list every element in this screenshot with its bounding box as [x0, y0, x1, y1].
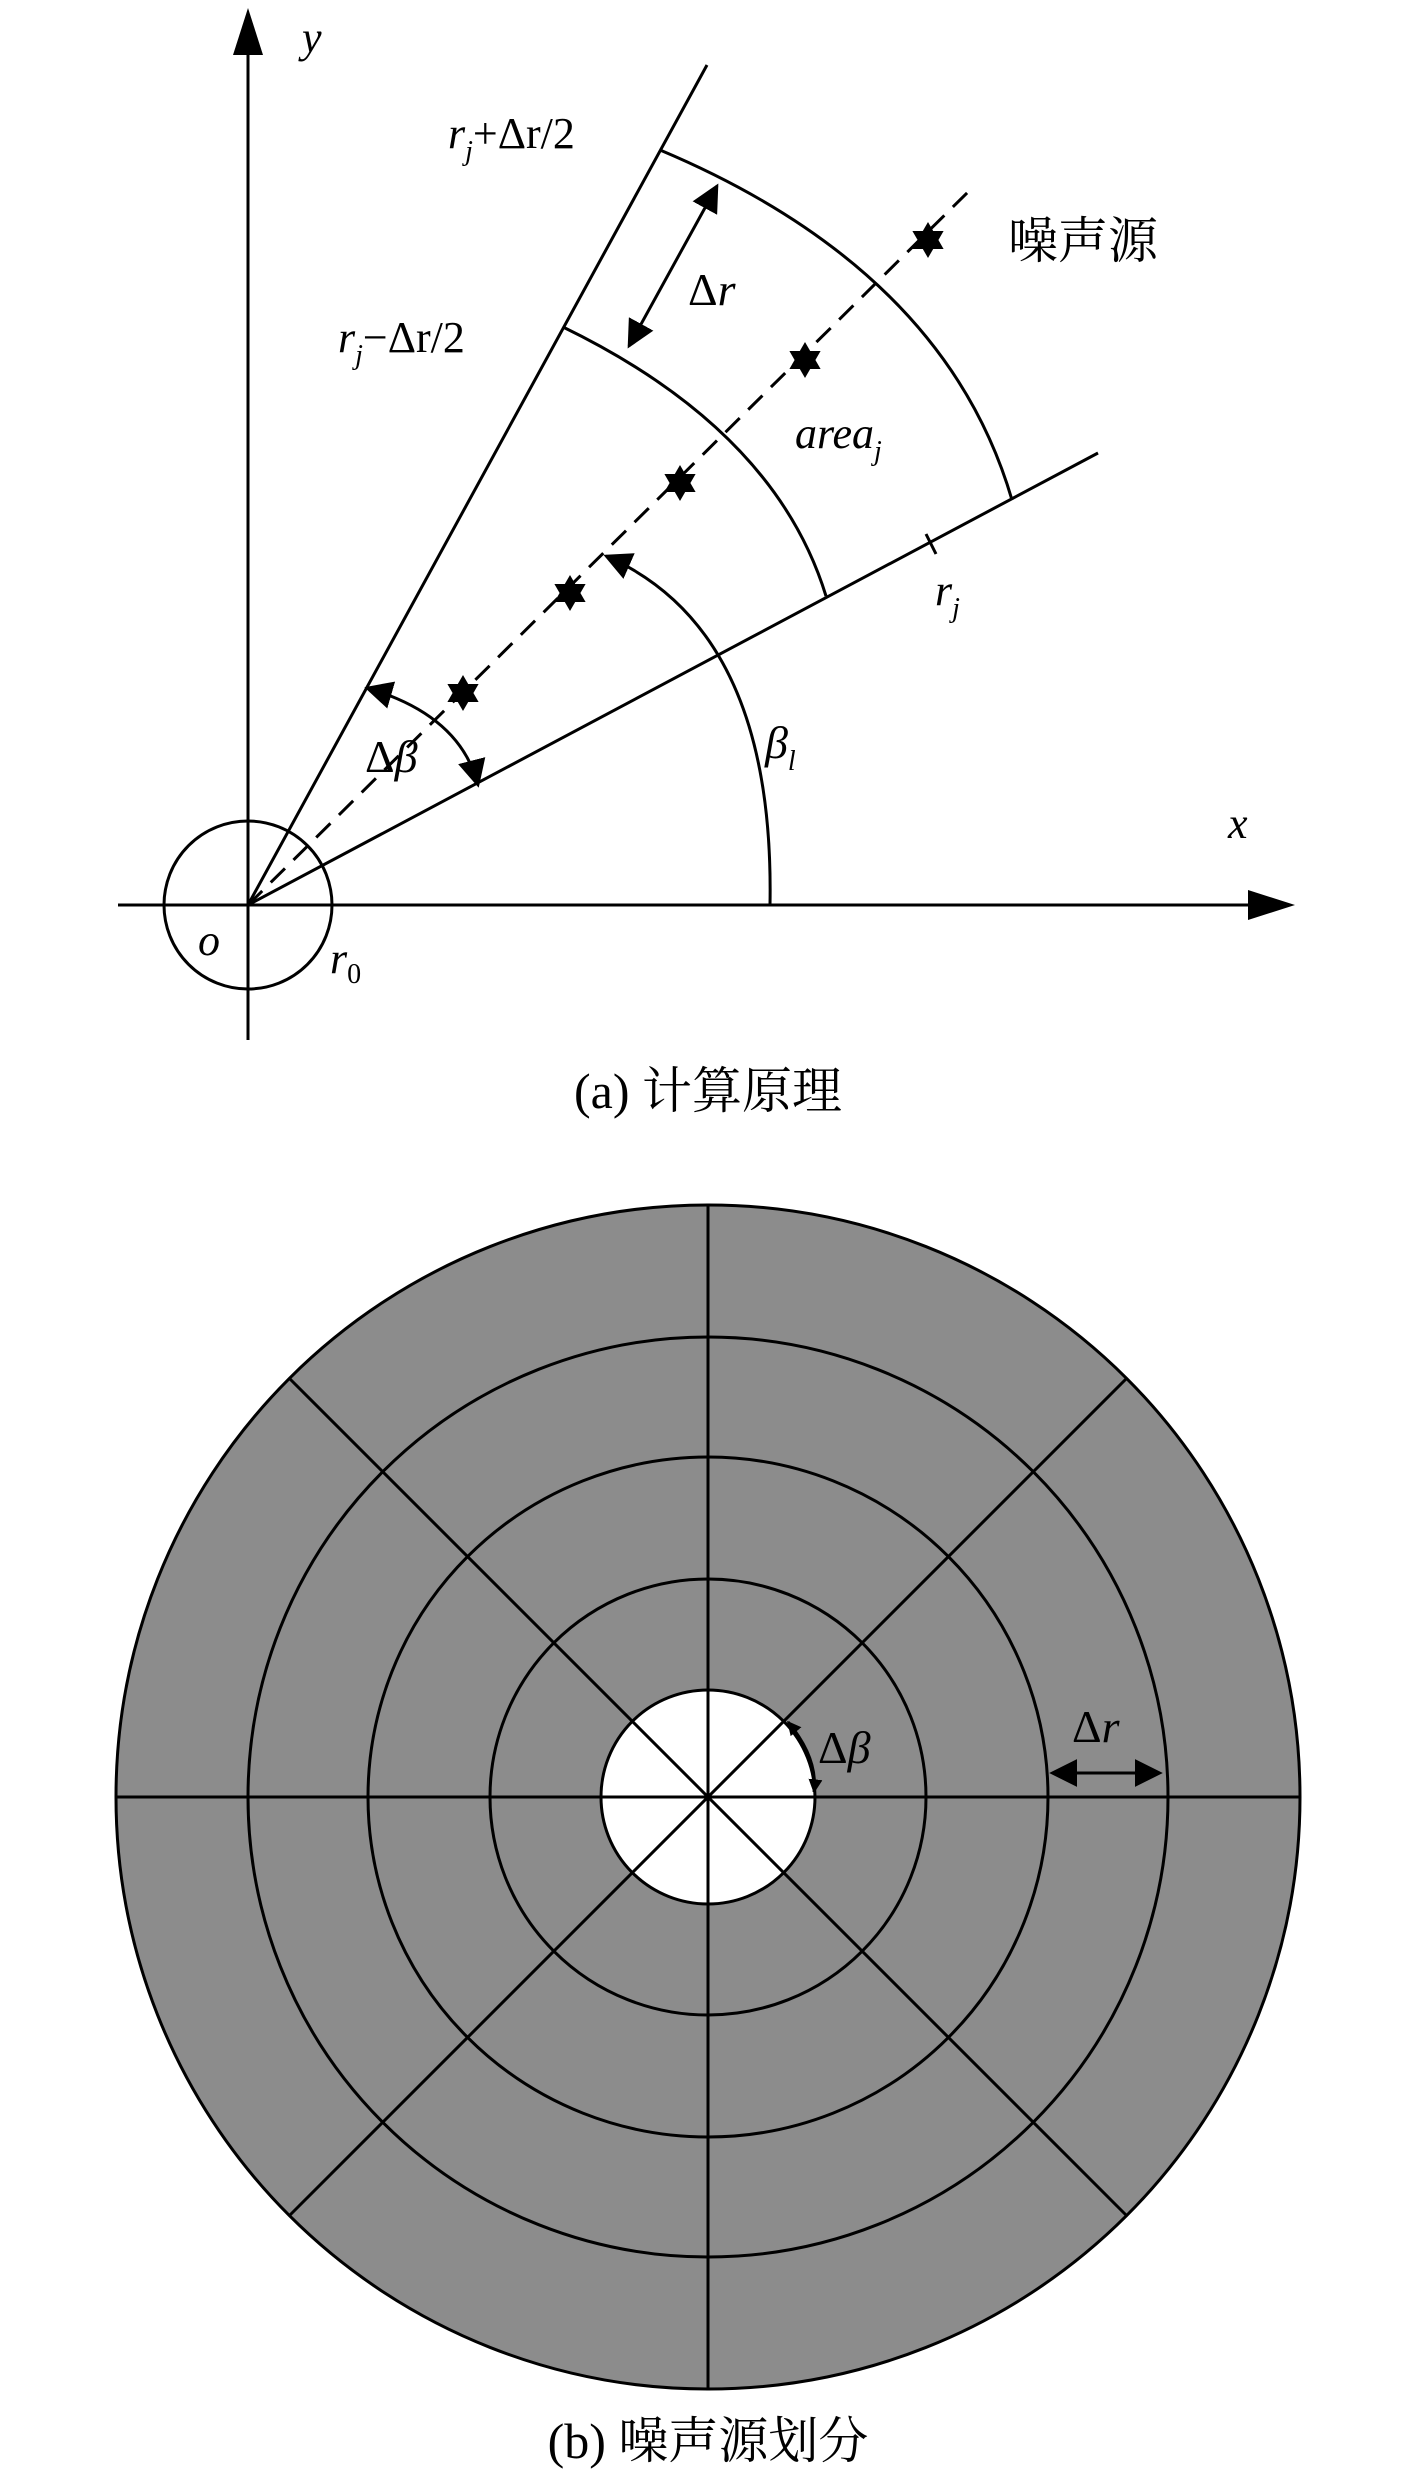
noise-source-star-3 [664, 465, 695, 501]
sector-lower-line [248, 453, 1098, 905]
figure-a [118, 8, 1295, 1119]
outer-radius-label: $r_j+\Delta r/2$ [448, 109, 575, 167]
inner-radius-label: $r_j-\Delta r/2$ [338, 313, 465, 371]
x-axis-label: x [1228, 799, 1248, 848]
delta-beta-label-b: Δβ [818, 1722, 871, 1773]
beta-l-arc [606, 556, 770, 905]
noise-source-star-1 [447, 675, 478, 711]
y-axis-label: y [302, 13, 322, 62]
delta-r-label: Δr [688, 264, 736, 315]
beta-l-label: $\beta_l$ [765, 717, 796, 777]
figure-b [116, 1205, 1300, 2469]
rj-label: $r_j$ [935, 566, 960, 624]
noise-source-star-2 [554, 575, 585, 611]
caption-b: (b) 噪声源划分 [547, 2413, 869, 2469]
bisector-dashed-line [248, 190, 970, 905]
r0-label: $r_0$ [330, 934, 362, 990]
x-axis-arrow [1248, 890, 1295, 920]
caption-a: (a) 计算原理 [574, 1063, 842, 1119]
y-axis-arrow [233, 8, 263, 55]
noise-source-label: 噪声源 [1008, 213, 1158, 269]
noise-source-star-4 [789, 342, 820, 378]
area-label: area$_j$ [795, 409, 882, 467]
delta-r-label-b: Δr [1072, 1701, 1120, 1752]
delta-beta-label: Δβ [365, 731, 418, 782]
noise-source-star-5 [912, 222, 943, 258]
origin-label: o [198, 916, 220, 965]
